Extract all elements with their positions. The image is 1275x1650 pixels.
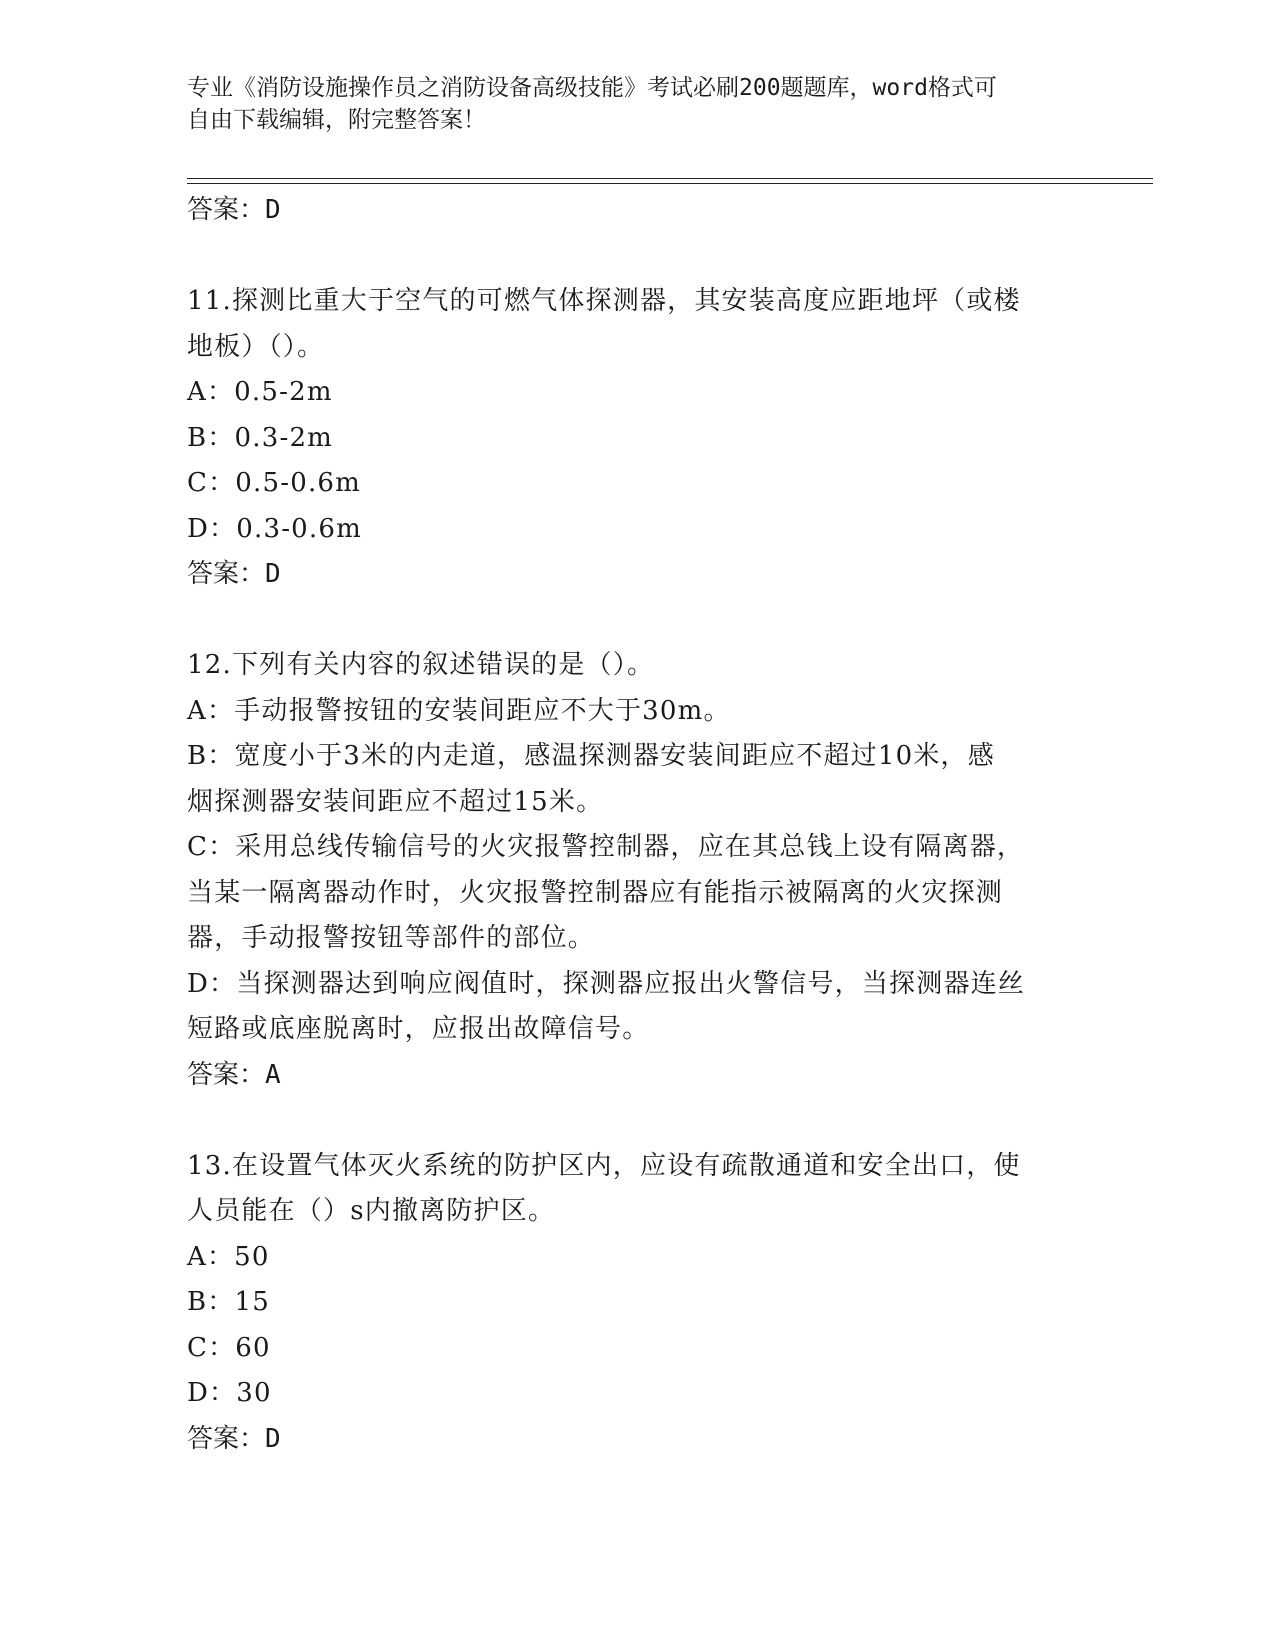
option-b-cont: 烟探测器安装间距应不超过15米。 [187, 786, 604, 817]
answer: 答案：A [187, 1059, 281, 1090]
header-line-2: 自由下载编辑，附完整答案！ [187, 107, 486, 133]
option-a: A：手动报警按钮的安装间距应不大于30m。 [187, 695, 731, 726]
question-stem-line: 11.探测比重大于空气的可燃气体探测器，其安装高度应距地坪（或楼 [187, 286, 1021, 316]
option-c: C：采用总线传输信号的火灾报警控制器，应在其总钱上设有隔离器， [187, 832, 1025, 862]
question-stem-line: 人员能在（）s内撤离防护区。 [187, 1196, 556, 1226]
answer: 答案：D [187, 559, 281, 589]
option-b: B：宽度小于3米的内走道，感温探测器安装间距应不超过10米，感 [187, 741, 995, 771]
spacer [187, 234, 1087, 280]
spacer [187, 598, 1087, 644]
option-d-cont: 短路或底座脱离时，应报出故障信号。 [187, 1014, 650, 1044]
previous-answer: 答案：D [187, 195, 281, 225]
option-c-cont: 当某一隔离器动作时，火灾报警控制器应有能指示被隔离的火灾探测 [187, 877, 1004, 908]
answer: 答案：D [187, 1423, 281, 1454]
option-b: B：15 [187, 1287, 270, 1317]
page-header [187, 72, 1067, 136]
header-line-1: 专业《消防设施操作员之消防设备高级技能》考试必刷200题题库，word格式可 [187, 75, 997, 101]
option-d: D：0.3-0.6m [187, 513, 362, 544]
spacer [187, 1098, 1087, 1144]
header-rule-top [187, 178, 1153, 179]
question-13 [187, 1144, 1087, 1463]
option-b: B：0.3-2m [187, 422, 334, 453]
question-stem-line: 13.在设置气体灭火系统的防护区内，应设有疏散通道和安全出口，使 [187, 1150, 1021, 1181]
question-12 [187, 643, 1087, 1098]
question-stem-line: 地板）（）。 [187, 331, 325, 362]
option-c: C：60 [187, 1332, 271, 1363]
question-11 [187, 279, 1087, 598]
option-d: D：30 [187, 1378, 272, 1408]
option-c: C：0.5-0.6m [187, 468, 362, 498]
document-body [187, 188, 1087, 1462]
option-a: A：0.5-2m [187, 377, 333, 407]
option-a: A：50 [187, 1241, 270, 1272]
option-d: D：当探测器达到响应阀值时，探测器应报出火警信号，当探测器连丝 [187, 968, 1026, 999]
option-c-cont: 器，手动报警按钮等部件的部位。 [187, 923, 596, 953]
question-stem-line: 12.下列有关内容的叙述错误的是（）。 [187, 650, 655, 680]
header-rule-bottom [187, 183, 1153, 184]
